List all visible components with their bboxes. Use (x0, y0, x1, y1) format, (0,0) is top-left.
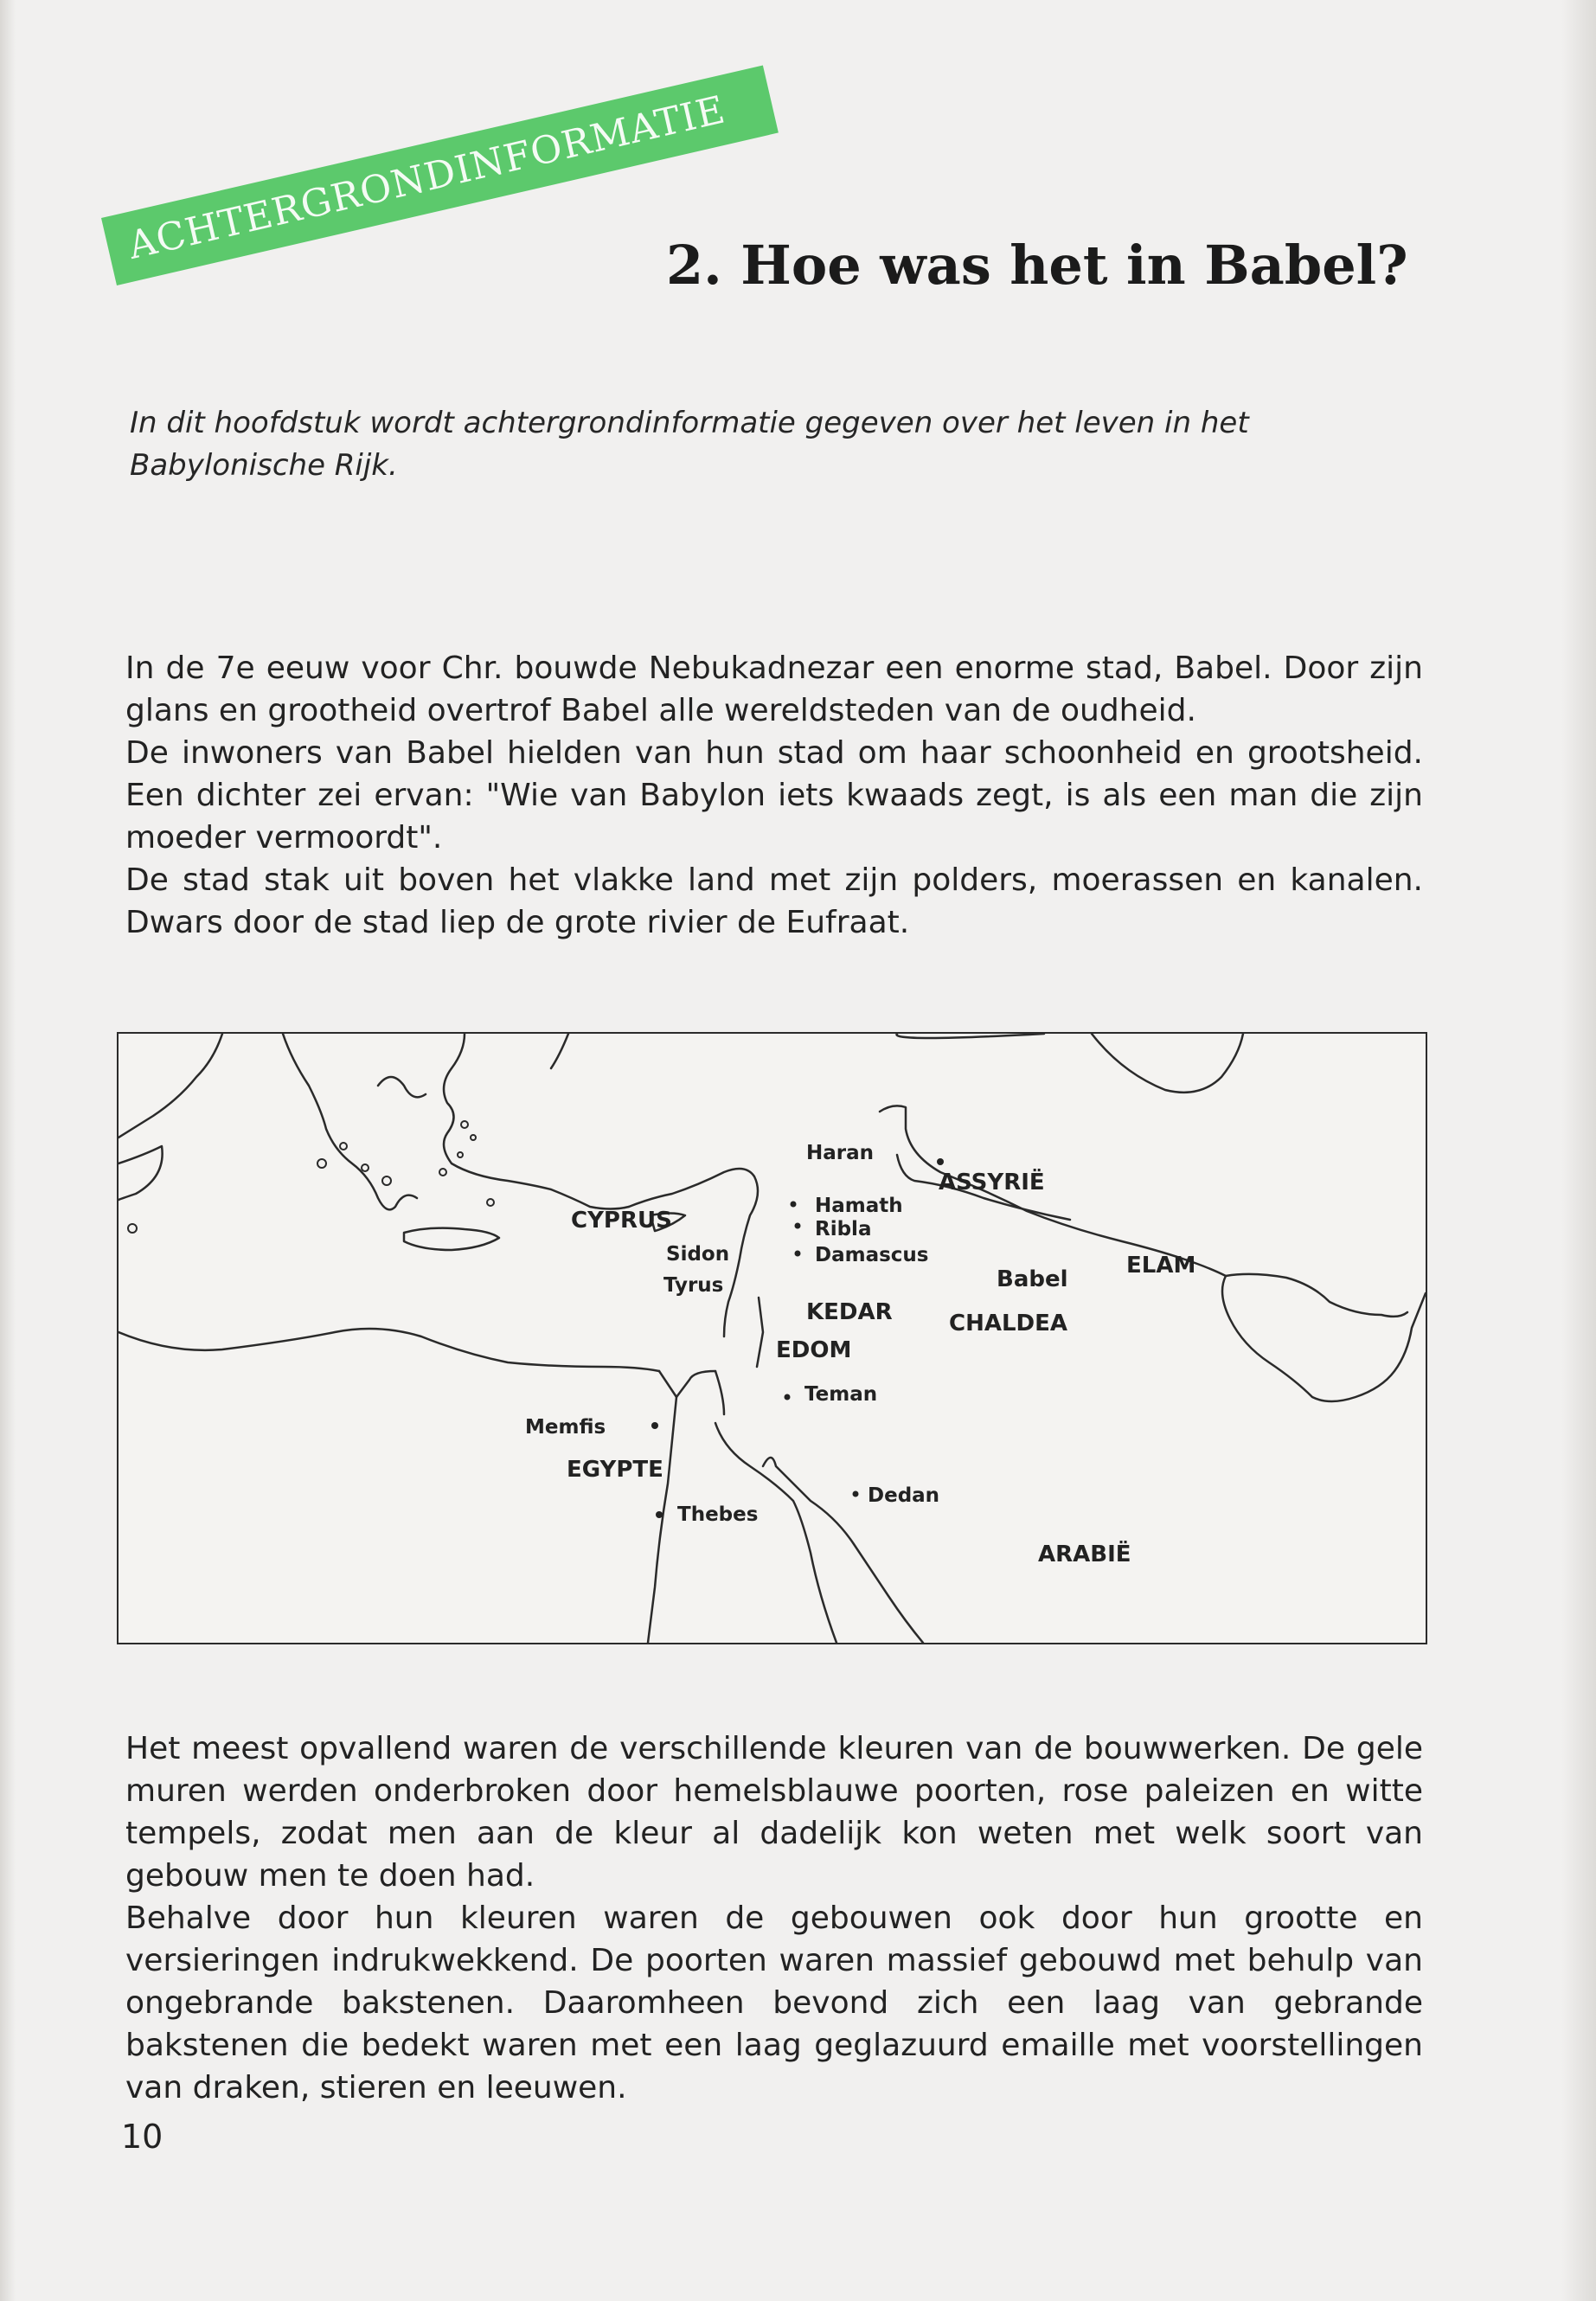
map-label-edom: EDOM (776, 1337, 852, 1363)
map-label-kedar: KEDAR (806, 1299, 893, 1325)
map-label-chaldea: CHALDEA (949, 1311, 1067, 1336)
map-drawing (119, 1034, 1426, 1643)
river (757, 1298, 763, 1367)
nile-river (648, 1397, 676, 1643)
map-label-memfis: Memfis (525, 1416, 606, 1439)
map-label-assyrie: ASSYRIË (939, 1170, 1045, 1195)
section-banner: ACHTERGRONDINFORMATIE (101, 65, 779, 285)
map-label-sidon: Sidon (666, 1243, 730, 1266)
paragraph: In de 7e eeuw voor Chr. bouwde Nebukadnezar een enorme stad, Babel. Door zijn glans en grootheid overtrof Babel alle wereldsteden van de oudheid. (125, 651, 1423, 728)
coastline (444, 1034, 629, 1209)
paragraph: De stad stak uit boven het vlakke land met zijn polders, moerassen en kanalen. Dwars door de stad liep de grote rivier de Eufraat. (125, 862, 1423, 940)
coastline (378, 1077, 426, 1097)
map-label-arabie: ARABIË (1038, 1541, 1131, 1567)
coastline (119, 1146, 163, 1200)
island-crete (404, 1228, 499, 1250)
map-label-tyrus: Tyrus (663, 1274, 724, 1297)
paragraph: Het meest opvallend waren de verschillende kleuren van de bouwwerken. De gele muren werden onderbroken door hemelsblauwe poorten, rose paleizen en witte tempels, zodat men aan de kleur al dadelijk kon weten met welk soort van gebouw men te doen had. (125, 1731, 1423, 1894)
page-edge-left (0, 0, 16, 2301)
map-label-ribla: Ribla (815, 1218, 872, 1240)
red-sea-west (715, 1423, 836, 1643)
map-label-elam: ELAM (1126, 1253, 1196, 1279)
body-text-top (125, 647, 1423, 944)
page-number: 10 (121, 2118, 163, 2156)
map-label-damascus: Damascus (815, 1244, 929, 1266)
persian-gulf-south (1222, 1276, 1426, 1401)
map-label-teman: Teman (804, 1383, 878, 1406)
coastline (715, 1371, 724, 1414)
nile-delta (659, 1371, 715, 1397)
map-label-dedan: Dedan (868, 1484, 940, 1507)
page-edge-right (1561, 0, 1596, 2301)
coastline (551, 1034, 568, 1068)
chapter-title: 2. Hoe was het in Babel? (666, 234, 1408, 297)
paragraph: Behalve door hun kleuren waren de gebouwen ook door hun grootte en versieringen indrukwekkend. De poorten waren massief gebouwd met behulp van ongebrande bakstenen. Daaromheen bevond zich een laag van gebrande bakstenen die bedekt waren met een laag geglazuurd emaille met voorstellingen van draken, stieren en leeuwen. (125, 1900, 1423, 2106)
paragraph: De inwoners van Babel hielden van hun stad om haar schoonheid en grootsheid. Een dichter zei ervan: "Wie van Babylon iets kwaads zegt, is als een man die zijn moeder vermoordt". (125, 735, 1423, 856)
map-label-egypte: EGYPTE (567, 1457, 663, 1483)
map-label-babel: Babel (997, 1266, 1068, 1292)
map-ancient-near-east (117, 1032, 1427, 1644)
caspian-coast (1092, 1034, 1243, 1093)
map-label-hamath: Hamath (815, 1195, 903, 1217)
persian-gulf-north (1183, 1259, 1407, 1317)
map-label-thebes: Thebes (677, 1503, 759, 1526)
coastline (283, 1034, 417, 1209)
map-label-cyprus: CYPRUS (571, 1208, 672, 1234)
coastline (119, 1329, 659, 1371)
body-text-bottom (125, 1727, 1423, 2109)
coastline (119, 1034, 222, 1138)
chapter-intro: In dit hoofdstuk wordt achtergrondinformatie gegeven over het leven in het Babylonische Rijk. (130, 406, 1249, 483)
map-label-haran: Haran (806, 1142, 875, 1164)
coastline (896, 1034, 1044, 1038)
